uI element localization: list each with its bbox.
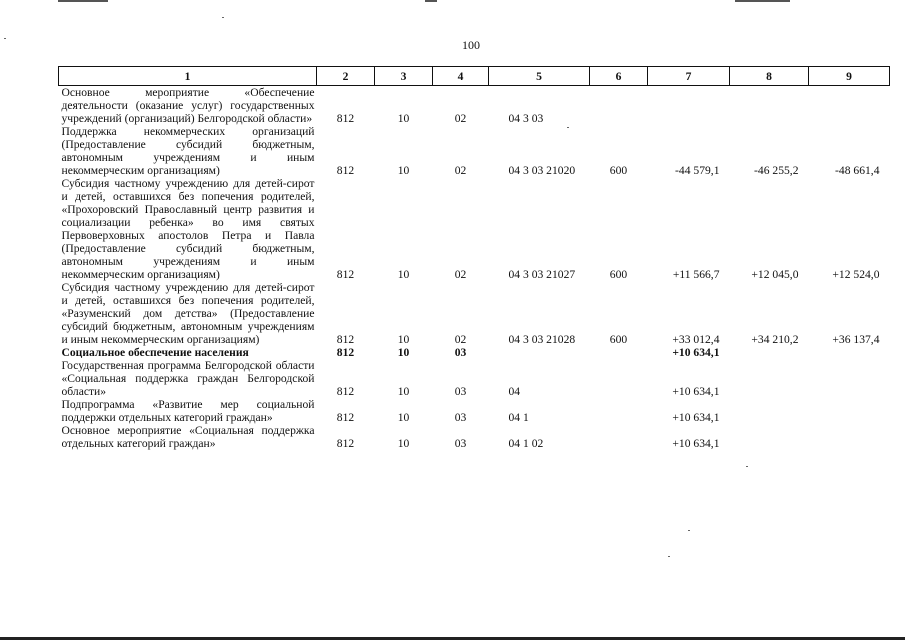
scan-artifact-top-right bbox=[735, 0, 790, 2]
cell-amount-year3 bbox=[809, 359, 890, 398]
column-header-4: 4 bbox=[433, 67, 489, 86]
cell-subsection: 03 bbox=[454, 385, 467, 398]
cell-target-article: 04 bbox=[508, 385, 521, 398]
cell-amount-year1: -44 579,1 bbox=[675, 164, 720, 177]
cell-ministry-code: 812 bbox=[336, 385, 355, 398]
table-row bbox=[59, 177, 890, 281]
cell-ministry-code: 812 bbox=[336, 333, 355, 346]
cell-expense-type bbox=[590, 398, 648, 424]
cell-amount-year3: -48 661,4 bbox=[835, 164, 880, 177]
column-header-5: 5 bbox=[489, 67, 590, 86]
scan-speck bbox=[746, 466, 748, 467]
row-description: Поддержка некоммерческих организаций (Предоставление субсидий бюджетным, автономным учреждениям и иным некоммерческим организациям) bbox=[61, 125, 315, 177]
table-row bbox=[59, 346, 890, 359]
cell-amount-year3: +12 524,0 bbox=[832, 268, 880, 281]
cell-amount-year1: +33 012,4 bbox=[672, 333, 720, 346]
cell-section: 10 bbox=[397, 112, 410, 125]
column-header-9: 9 bbox=[809, 67, 890, 86]
scan-artifact-top-center bbox=[425, 0, 437, 2]
cell-section: 10 bbox=[397, 437, 410, 450]
cell-target-article: 04 3 03 21020 bbox=[508, 164, 576, 177]
table-row bbox=[59, 281, 890, 346]
cell-target-article: 04 3 03 bbox=[508, 112, 544, 125]
cell-expense-type bbox=[590, 86, 648, 126]
table-row bbox=[59, 424, 890, 450]
scan-artifact-top-left bbox=[58, 0, 108, 2]
table-row bbox=[59, 125, 890, 177]
column-header-1: 1 bbox=[59, 67, 317, 86]
cell-amount-year3 bbox=[809, 346, 890, 359]
cell-subsection: 03 bbox=[454, 346, 467, 359]
cell-amount-year2: +12 045,0 bbox=[751, 268, 799, 281]
scan-speck bbox=[688, 530, 690, 531]
scan-speck bbox=[668, 556, 670, 557]
cell-amount-year3: +36 137,4 bbox=[832, 333, 880, 346]
cell-amount-year2 bbox=[730, 424, 809, 450]
column-header-2: 2 bbox=[317, 67, 375, 86]
row-description: Основное мероприятие «Социальная поддержка отдельных категорий граждан» bbox=[61, 424, 315, 450]
cell-section: 10 bbox=[397, 164, 410, 177]
cell-target-article: 04 3 03 21028 bbox=[508, 333, 576, 346]
cell-expense-type bbox=[590, 359, 648, 398]
page-number: 100 bbox=[462, 38, 480, 52]
cell-amount-year2 bbox=[730, 359, 809, 398]
cell-amount-year2 bbox=[730, 398, 809, 424]
row-description: Основное мероприятие «Обеспечение деятельности (оказание услуг) государственных учреждений (организаций) Белгородской области» bbox=[61, 86, 315, 125]
budget-table bbox=[58, 66, 890, 450]
cell-expense-type: 600 bbox=[609, 164, 628, 177]
cell-expense-type bbox=[590, 346, 648, 359]
column-header-6: 6 bbox=[590, 67, 648, 86]
cell-expense-type: 600 bbox=[609, 333, 628, 346]
scan-speck bbox=[4, 38, 6, 39]
cell-target-article: 04 1 02 bbox=[508, 437, 544, 450]
cell-ministry-code: 812 bbox=[336, 437, 355, 450]
table-header-row bbox=[59, 67, 890, 86]
cell-amount-year1: +11 566,7 bbox=[672, 268, 720, 281]
cell-ministry-code: 812 bbox=[336, 411, 355, 424]
cell-expense-type bbox=[590, 424, 648, 450]
cell-ministry-code: 812 bbox=[336, 346, 355, 359]
cell-amount-year1: +10 634,1 bbox=[672, 385, 720, 398]
cell-amount-year2: +34 210,2 bbox=[751, 333, 799, 346]
row-description: Субсидия частному учреждению для детей-сирот и детей, оставшихся без попечения родителей, «Разуменский дом детства» (Предоставление субсидий бюджетным, автономным учреждениям и иным некоммерческим организациям) bbox=[61, 281, 315, 346]
cell-subsection: 02 bbox=[454, 164, 467, 177]
cell-amount-year3 bbox=[809, 86, 890, 126]
cell-amount-year2: -46 255,2 bbox=[754, 164, 799, 177]
column-header-7: 7 bbox=[648, 67, 730, 86]
cell-section: 10 bbox=[397, 346, 410, 359]
cell-expense-type: 600 bbox=[609, 268, 628, 281]
cell-ministry-code: 812 bbox=[336, 164, 355, 177]
cell-subsection: 02 bbox=[454, 333, 467, 346]
cell-target-article bbox=[489, 346, 590, 359]
cell-ministry-code: 812 bbox=[336, 112, 355, 125]
row-description: Государственная программа Белгородской области «Социальная поддержка граждан Белгородской области» bbox=[61, 359, 315, 398]
row-description: Субсидия частному учреждению для детей-сирот и детей, оставшихся без попечения родителей, «Прохоровский Православный центр развития и социализации ребенка» во имя святых Первоверховных апостолов Петра и Павла (Предоставление субсидий бюджетным, автономным учреждениям и иным некоммерческим организациям) bbox=[61, 177, 315, 281]
cell-section: 10 bbox=[397, 268, 410, 281]
cell-target-article: 04 1 bbox=[508, 411, 529, 424]
cell-subsection: 02 bbox=[454, 112, 467, 125]
column-header-8: 8 bbox=[730, 67, 809, 86]
scan-speck bbox=[222, 17, 224, 18]
cell-amount-year3 bbox=[809, 424, 890, 450]
cell-amount-year1: +10 634,1 bbox=[672, 346, 720, 359]
cell-subsection: 03 bbox=[454, 437, 467, 450]
table-row bbox=[59, 86, 890, 126]
cell-amount-year2 bbox=[730, 86, 809, 126]
cell-section: 10 bbox=[397, 385, 410, 398]
row-description: Социальное обеспечение населения bbox=[61, 346, 249, 359]
cell-target-article: 04 3 03 21027 bbox=[508, 268, 576, 281]
cell-subsection: 02 bbox=[454, 268, 467, 281]
table-row bbox=[59, 398, 890, 424]
cell-ministry-code: 812 bbox=[336, 268, 355, 281]
cell-amount-year2 bbox=[730, 346, 809, 359]
cell-amount-year1: +10 634,1 bbox=[672, 437, 720, 450]
table-row bbox=[59, 359, 890, 398]
cell-section: 10 bbox=[397, 333, 410, 346]
column-header-3: 3 bbox=[375, 67, 433, 86]
cell-subsection: 03 bbox=[454, 411, 467, 424]
cell-section: 10 bbox=[397, 411, 410, 424]
cell-amount-year1 bbox=[648, 86, 730, 126]
cell-amount-year3 bbox=[809, 398, 890, 424]
row-description: Подпрограмма «Развитие мер социальной поддержки отдельных категорий граждан» bbox=[61, 398, 315, 424]
cell-amount-year1: +10 634,1 bbox=[672, 411, 720, 424]
